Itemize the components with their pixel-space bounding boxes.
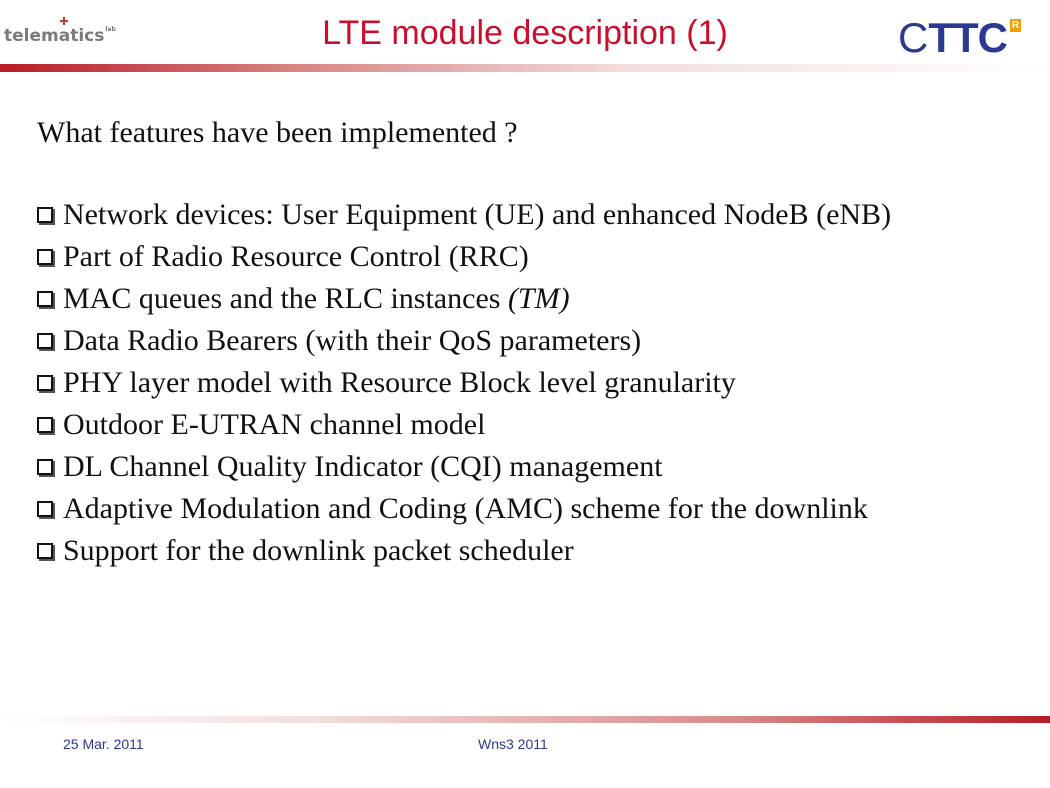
list-item — [37, 446, 1005, 488]
list-item — [37, 278, 1005, 320]
intro-question: What features have been implemented ? — [37, 116, 518, 149]
footer-divider — [0, 716, 1050, 723]
list-item — [37, 236, 1005, 278]
header-divider — [0, 64, 1050, 72]
cttc-logo-mark-icon: R — [1011, 20, 1020, 31]
list-item-text: Network devices: User Equipment (UE) and enhanced NodeB (eNB) — [63, 198, 892, 231]
checkbox-bullet-icon — [37, 249, 53, 265]
checkbox-bullet-icon — [37, 375, 53, 391]
checkbox-bullet-icon — [37, 501, 53, 517]
list-item — [37, 404, 1005, 446]
cttc-logo — [898, 15, 1021, 61]
telematics-logo-super: lab — [105, 26, 116, 33]
slide-title: LTE module description (1) — [322, 14, 728, 52]
list-item-text: PHY layer model with Resource Block level granularity — [63, 366, 736, 399]
telematics-logo-text: telematics — [4, 26, 105, 46]
list-item — [37, 320, 1005, 362]
checkbox-bullet-icon — [37, 291, 53, 307]
list-item — [37, 362, 1005, 404]
slide-content — [37, 112, 1005, 572]
checkbox-bullet-icon — [37, 417, 53, 433]
checkbox-bullet-icon — [37, 543, 53, 559]
footer-date: 25 Mar. 2011 — [63, 736, 144, 752]
list-item — [37, 194, 1005, 236]
list-item-text: DL Channel Quality Indicator (CQI) management — [63, 450, 663, 483]
list-item-text: Part of Radio Resource Control (RRC) — [63, 240, 529, 273]
list-item — [37, 488, 1005, 530]
checkbox-bullet-icon — [37, 333, 53, 349]
list-item — [37, 530, 1005, 572]
list-item-text: MAC queues and the RLC instances — [63, 282, 508, 315]
list-item-italic: (TM) — [507, 282, 570, 315]
checkbox-bullet-icon — [37, 207, 53, 223]
feature-list — [37, 194, 1005, 572]
cttc-logo-ttc: TTC — [928, 14, 1007, 61]
list-item-text: Outdoor E-UTRAN channel model — [63, 408, 486, 441]
footer-event: Wns3 2011 — [478, 736, 548, 752]
list-item-text: Data Radio Bearers (with their QoS parameters) — [63, 324, 642, 357]
checkbox-bullet-icon — [37, 459, 53, 475]
cttc-logo-c: C — [898, 14, 929, 61]
list-item-text: Support for the downlink packet scheduler — [63, 534, 574, 567]
list-item-text: Adaptive Modulation and Coding (AMC) scheme for the downlink — [63, 492, 868, 525]
